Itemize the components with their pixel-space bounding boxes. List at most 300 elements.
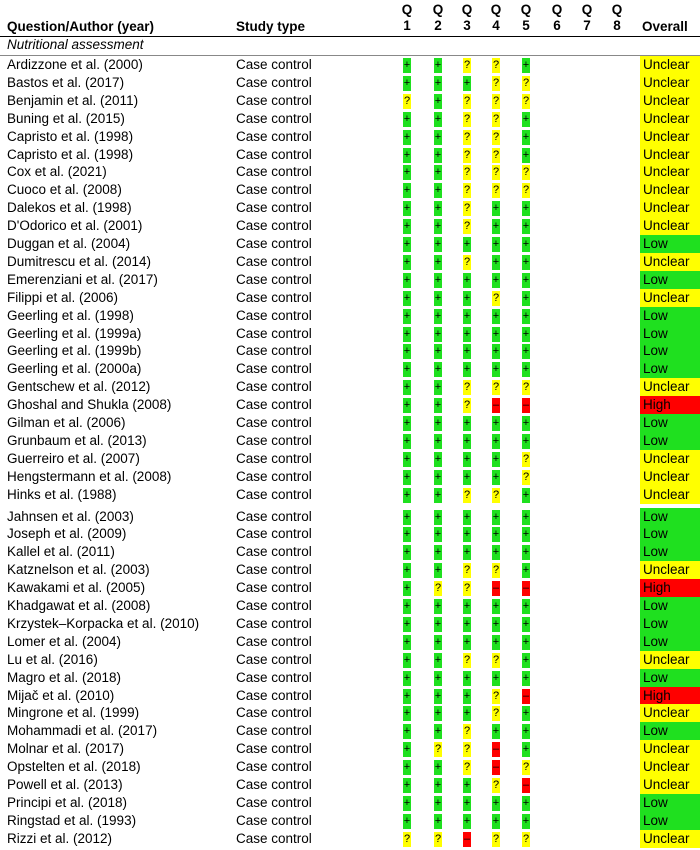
table-row bbox=[0, 199, 700, 217]
author-cell: Cox et al. (2021) bbox=[7, 164, 107, 180]
q5-rating: – bbox=[522, 399, 530, 412]
table-row bbox=[0, 235, 700, 253]
q4-rating: + bbox=[492, 546, 500, 559]
table-row bbox=[0, 704, 700, 722]
table-row bbox=[0, 396, 700, 414]
table-row bbox=[0, 271, 700, 289]
overall-rating: Unclear bbox=[640, 704, 700, 722]
q3-rating: + bbox=[463, 600, 471, 612]
q2-rating: + bbox=[434, 381, 442, 394]
study-type-cell: Case control bbox=[236, 218, 312, 234]
author-cell: Joseph et al. (2009) bbox=[7, 526, 127, 542]
table-row bbox=[0, 325, 700, 343]
overall-rating: Low bbox=[640, 235, 700, 253]
q3-rating: ? bbox=[463, 166, 471, 179]
q2-rating: + bbox=[434, 779, 442, 791]
q-number: 2 bbox=[434, 18, 442, 33]
author-cell: Filippi et al. (2006) bbox=[7, 289, 119, 305]
q1-rating: ? bbox=[403, 832, 411, 845]
column-header-q3 bbox=[460, 2, 474, 34]
overall-rating: Low bbox=[640, 360, 700, 378]
q-label: Q bbox=[490, 2, 502, 17]
q1-rating: + bbox=[403, 273, 411, 286]
q4-rating: – bbox=[492, 743, 500, 756]
q5-rating: + bbox=[522, 112, 530, 125]
q1-rating: + bbox=[403, 470, 411, 483]
q3-rating: + bbox=[463, 363, 471, 376]
q1-rating: + bbox=[403, 166, 411, 179]
study-type-cell: Case control bbox=[236, 110, 312, 126]
q3-rating: ? bbox=[463, 488, 471, 501]
q3-rating: + bbox=[463, 345, 471, 358]
q1-rating: + bbox=[403, 600, 411, 612]
study-type-cell: Case control bbox=[236, 236, 312, 251]
study-type-cell: Case control bbox=[236, 544, 312, 560]
table-row bbox=[0, 378, 700, 396]
q2-rating: + bbox=[434, 653, 442, 666]
q4-rating: + bbox=[492, 671, 500, 684]
author-cell: Grunbaum et al. (2013) bbox=[7, 432, 147, 448]
q2-rating: ? bbox=[434, 832, 442, 845]
q3-rating: ? bbox=[463, 94, 471, 107]
q2-rating: + bbox=[434, 238, 442, 250]
study-type-cell: Case control bbox=[236, 200, 312, 216]
author-cell: Buning et al. (2015) bbox=[7, 110, 125, 126]
q2-rating: + bbox=[434, 76, 442, 89]
q3-rating: + bbox=[463, 510, 471, 523]
q5-rating: + bbox=[522, 59, 530, 71]
overall-rating: Unclear bbox=[640, 561, 700, 579]
q2-rating: + bbox=[434, 166, 442, 179]
overall-rating: High bbox=[640, 579, 700, 597]
q5-rating: + bbox=[522, 488, 530, 501]
q2-rating: + bbox=[434, 255, 442, 268]
author-cell: Emerenziani et al. (2017) bbox=[7, 271, 158, 287]
q4-rating: ? bbox=[492, 381, 500, 394]
table-row bbox=[0, 543, 700, 561]
overall-rating: Low bbox=[640, 722, 700, 740]
author-cell: Katznelson et al. (2003) bbox=[7, 562, 150, 578]
q1-rating: + bbox=[403, 363, 411, 376]
q2-rating: + bbox=[434, 273, 442, 286]
q-number: 7 bbox=[583, 18, 591, 33]
q4-rating: ? bbox=[492, 166, 500, 179]
q5-rating: + bbox=[522, 417, 530, 429]
table-row bbox=[0, 830, 700, 848]
overall-rating: Low bbox=[640, 543, 700, 561]
overall-rating: Low bbox=[640, 812, 700, 830]
q3-rating: + bbox=[463, 417, 471, 429]
study-type-cell: Case control bbox=[236, 633, 312, 649]
author-cell: Lu et al. (2016) bbox=[7, 651, 98, 667]
q2-rating: + bbox=[434, 417, 442, 429]
study-type-cell: Case control bbox=[236, 598, 312, 613]
q5-rating: + bbox=[522, 528, 530, 541]
q2-rating: + bbox=[434, 148, 442, 161]
q2-rating: + bbox=[434, 345, 442, 358]
study-type-cell: Case control bbox=[236, 92, 312, 108]
q4-rating: + bbox=[492, 470, 500, 483]
q4-rating: + bbox=[492, 363, 500, 376]
column-header-q8 bbox=[610, 2, 624, 34]
study-type-cell: Case control bbox=[236, 379, 312, 395]
q3-rating: + bbox=[463, 779, 471, 791]
author-cell: Ringstad et al. (1993) bbox=[7, 812, 137, 828]
q5-rating: + bbox=[522, 202, 530, 215]
author-cell: Dumitrescu et al. (2014) bbox=[7, 253, 152, 269]
q3-rating: + bbox=[463, 689, 471, 702]
overall-rating: Unclear bbox=[640, 217, 700, 235]
column-header-q4 bbox=[489, 2, 503, 34]
table-row bbox=[0, 776, 700, 794]
q5-rating: + bbox=[522, 220, 530, 233]
q2-rating: + bbox=[434, 112, 442, 125]
q4-rating: ? bbox=[492, 94, 500, 107]
q1-rating: + bbox=[403, 291, 411, 304]
q2-rating: + bbox=[434, 470, 442, 483]
author-cell: Principi et al. (2018) bbox=[7, 794, 128, 810]
overall-rating: Unclear bbox=[640, 740, 700, 758]
q2-rating: + bbox=[434, 796, 442, 809]
author-cell: Capristo et al. (1998) bbox=[7, 146, 134, 162]
q3-rating: ? bbox=[463, 761, 471, 774]
q5-rating: + bbox=[522, 635, 530, 648]
q2-rating: + bbox=[434, 291, 442, 304]
overall-rating: Unclear bbox=[640, 253, 700, 271]
q5-rating: + bbox=[522, 671, 530, 684]
q1-rating: ? bbox=[403, 94, 411, 107]
q1-rating: + bbox=[403, 59, 411, 71]
column-header-q5 bbox=[519, 2, 533, 34]
study-type-cell: Case control bbox=[236, 361, 312, 377]
q5-rating: – bbox=[522, 779, 530, 791]
author-cell: Mingrone et al. (1999) bbox=[7, 705, 140, 721]
q2-rating: + bbox=[434, 617, 442, 630]
overall-rating: Unclear bbox=[640, 378, 700, 396]
q1-rating: + bbox=[403, 202, 411, 215]
table-row bbox=[0, 615, 700, 633]
q2-rating: + bbox=[434, 94, 442, 107]
q5-rating: ? bbox=[522, 452, 530, 465]
q3-rating: + bbox=[463, 617, 471, 630]
q1-rating: + bbox=[403, 112, 411, 125]
q4-rating: ? bbox=[492, 76, 500, 89]
q-number: 3 bbox=[463, 18, 471, 33]
table-row bbox=[0, 92, 700, 110]
q2-rating: + bbox=[434, 671, 442, 684]
q4-rating: ? bbox=[492, 112, 500, 125]
author-cell: Cuoco et al. (2008) bbox=[7, 182, 122, 198]
q2-rating: + bbox=[434, 546, 442, 559]
table-row bbox=[0, 307, 700, 325]
q2-rating: + bbox=[434, 564, 442, 577]
q3-rating: ? bbox=[463, 148, 471, 161]
q3-rating: + bbox=[463, 452, 471, 465]
q3-rating: ? bbox=[463, 582, 471, 595]
study-type-cell: Case control bbox=[236, 415, 312, 430]
q5-rating: + bbox=[522, 130, 530, 143]
table-row bbox=[0, 486, 700, 504]
study-type-cell: Case control bbox=[236, 759, 312, 775]
author-cell: Mijač et al. (2010) bbox=[7, 687, 115, 703]
table-row bbox=[0, 163, 700, 181]
table-row bbox=[0, 74, 700, 92]
table-row bbox=[0, 146, 700, 164]
study-type-cell: Case control bbox=[236, 615, 312, 631]
q2-rating: + bbox=[434, 363, 442, 376]
overall-rating: Unclear bbox=[640, 92, 700, 110]
q1-rating: + bbox=[403, 309, 411, 322]
q4-rating: + bbox=[492, 814, 500, 827]
author-cell: Dalekos et al. (1998) bbox=[7, 200, 132, 216]
q3-rating: + bbox=[463, 635, 471, 648]
column-header-overall: Overall bbox=[642, 19, 688, 34]
q4-rating: + bbox=[492, 510, 500, 523]
q5-rating: + bbox=[522, 814, 530, 827]
overall-rating: Unclear bbox=[640, 758, 700, 776]
q4-rating: – bbox=[492, 761, 500, 774]
q5-rating: ? bbox=[522, 76, 530, 89]
q3-rating: + bbox=[463, 470, 471, 483]
overall-rating: Low bbox=[640, 414, 700, 432]
q4-rating: ? bbox=[492, 130, 500, 143]
table-row bbox=[0, 289, 700, 307]
q1-rating: + bbox=[403, 488, 411, 501]
q4-rating: + bbox=[492, 796, 500, 809]
q5-rating: – bbox=[522, 689, 530, 702]
q3-rating: ? bbox=[463, 255, 471, 268]
q3-rating: + bbox=[463, 814, 471, 827]
q3-rating: + bbox=[463, 238, 471, 250]
q3-rating: + bbox=[463, 309, 471, 322]
q4-rating: ? bbox=[492, 59, 500, 71]
study-type-cell: Case control bbox=[236, 486, 312, 502]
overall-rating: Unclear bbox=[640, 110, 700, 128]
q-label: Q bbox=[461, 2, 473, 17]
q2-rating: + bbox=[434, 725, 442, 738]
overall-rating: High bbox=[640, 396, 700, 414]
q3-rating: + bbox=[463, 291, 471, 304]
author-cell: Capristo et al. (1998) bbox=[7, 128, 134, 144]
q4-rating: ? bbox=[492, 184, 500, 197]
q3-rating: ? bbox=[463, 112, 471, 125]
q-label: Q bbox=[581, 2, 593, 17]
study-type-cell: Case control bbox=[236, 562, 312, 578]
q1-rating: + bbox=[403, 671, 411, 684]
q5-rating: ? bbox=[522, 184, 530, 197]
q1-rating: + bbox=[403, 653, 411, 666]
q-number: 8 bbox=[613, 18, 621, 33]
q5-rating: + bbox=[522, 617, 530, 630]
study-type-cell: Case control bbox=[236, 794, 312, 810]
overall-rating: Low bbox=[640, 525, 700, 543]
column-header-q2 bbox=[431, 2, 445, 34]
q2-rating: + bbox=[434, 761, 442, 774]
overall-rating: Low bbox=[640, 271, 700, 289]
table-row bbox=[0, 110, 700, 128]
author-cell: Geerling et al. (1998) bbox=[7, 307, 134, 323]
q1-rating: + bbox=[403, 434, 411, 447]
q4-rating: + bbox=[492, 327, 500, 340]
study-type-cell: Case control bbox=[236, 651, 312, 667]
overall-rating: Unclear bbox=[640, 199, 700, 217]
q5-rating: ? bbox=[522, 166, 530, 179]
q3-rating: + bbox=[463, 434, 471, 447]
study-type-cell: Case control bbox=[236, 343, 312, 359]
study-type-cell: Case control bbox=[236, 307, 312, 323]
q4-rating: + bbox=[492, 220, 500, 233]
column-header-q6 bbox=[550, 2, 564, 34]
q2-rating: + bbox=[434, 510, 442, 523]
q3-rating: + bbox=[463, 327, 471, 340]
author-cell: Magro et al. (2018) bbox=[7, 669, 122, 685]
table-row bbox=[0, 722, 700, 740]
q5-rating: + bbox=[522, 363, 530, 376]
table-row bbox=[0, 508, 700, 526]
table-row bbox=[0, 651, 700, 669]
q3-rating: + bbox=[463, 76, 471, 89]
q3-rating: + bbox=[463, 528, 471, 541]
table-row bbox=[0, 414, 700, 432]
q4-rating: ? bbox=[492, 488, 500, 501]
q5-rating: + bbox=[522, 546, 530, 559]
study-type-cell: Case control bbox=[236, 57, 312, 72]
q3-rating: ? bbox=[463, 653, 471, 666]
study-type-cell: Case control bbox=[236, 741, 312, 757]
q2-rating: + bbox=[434, 689, 442, 702]
study-type-cell: Case control bbox=[236, 812, 312, 828]
column-header-q1 bbox=[400, 2, 414, 34]
q4-rating: + bbox=[492, 255, 500, 268]
overall-rating: Low bbox=[640, 325, 700, 343]
q3-rating: ? bbox=[463, 399, 471, 412]
q1-rating: + bbox=[403, 399, 411, 412]
overall-rating: Unclear bbox=[640, 56, 700, 74]
q5-rating: + bbox=[522, 255, 530, 268]
column-header-q7 bbox=[580, 2, 594, 34]
overall-rating: Low bbox=[640, 794, 700, 812]
q-label: Q bbox=[432, 2, 444, 17]
section-title: Nutritional assessment bbox=[7, 37, 144, 52]
q4-rating: + bbox=[492, 600, 500, 612]
table-row bbox=[0, 217, 700, 235]
q5-rating: + bbox=[522, 434, 530, 447]
q4-rating: + bbox=[492, 725, 500, 738]
table-row bbox=[0, 633, 700, 651]
author-cell: Benjamin et al. (2011) bbox=[7, 92, 139, 108]
study-type-cell: Case control bbox=[236, 705, 312, 721]
q4-rating: + bbox=[492, 417, 500, 429]
table-row bbox=[0, 342, 700, 360]
table-header bbox=[0, 0, 700, 38]
q1-rating: + bbox=[403, 452, 411, 465]
author-cell: Molnar et al. (2017) bbox=[7, 741, 125, 757]
q1-rating: + bbox=[403, 564, 411, 577]
overall-rating: Low bbox=[640, 508, 700, 526]
q1-rating: + bbox=[403, 130, 411, 143]
overall-rating: Low bbox=[640, 342, 700, 360]
q5-rating: + bbox=[522, 600, 530, 612]
q3-rating: + bbox=[463, 796, 471, 809]
overall-rating: Unclear bbox=[640, 181, 700, 199]
author-cell: Geerling et al. (1999a) bbox=[7, 325, 142, 341]
q2-rating: + bbox=[434, 59, 442, 71]
q4-rating: – bbox=[492, 399, 500, 412]
overall-rating: Low bbox=[640, 597, 700, 615]
q1-rating: + bbox=[403, 725, 411, 738]
q5-rating: + bbox=[522, 743, 530, 756]
q2-rating: ? bbox=[434, 582, 442, 595]
q1-rating: + bbox=[403, 76, 411, 89]
study-type-cell: Case control bbox=[236, 325, 312, 341]
study-type-cell: Case control bbox=[236, 182, 312, 198]
q5-rating: + bbox=[522, 273, 530, 286]
q4-rating: ? bbox=[492, 653, 500, 666]
overall-rating: Low bbox=[640, 669, 700, 687]
table-row bbox=[0, 597, 700, 615]
overall-rating: Low bbox=[640, 633, 700, 651]
q-label: Q bbox=[520, 2, 532, 17]
study-type-cell: Case control bbox=[236, 397, 312, 413]
q1-rating: + bbox=[403, 148, 411, 161]
q2-rating: + bbox=[434, 434, 442, 447]
study-type-cell: Case control bbox=[236, 723, 312, 739]
q1-rating: + bbox=[403, 327, 411, 340]
q5-rating: ? bbox=[522, 94, 530, 107]
table-row bbox=[0, 794, 700, 812]
author-cell: Rizzi et al. (2012) bbox=[7, 830, 113, 846]
author-cell: Gentschew et al. (2012) bbox=[7, 379, 151, 395]
study-type-cell: Case control bbox=[236, 830, 312, 846]
author-cell: Jahnsen et al. (2003) bbox=[7, 508, 134, 524]
q1-rating: + bbox=[403, 345, 411, 358]
q4-rating: ? bbox=[492, 779, 500, 791]
author-cell: Ghoshal and Shukla (2008) bbox=[7, 397, 172, 413]
q3-rating: ? bbox=[463, 184, 471, 197]
q1-rating: + bbox=[403, 528, 411, 541]
q4-rating: ? bbox=[492, 564, 500, 577]
q5-rating: ? bbox=[522, 470, 530, 483]
author-cell: Powell et al. (2013) bbox=[7, 777, 123, 792]
q5-rating: + bbox=[522, 564, 530, 577]
study-type-cell: Case control bbox=[236, 432, 312, 448]
q3-rating: ? bbox=[463, 202, 471, 215]
column-header-author: Question/Author (year) bbox=[7, 19, 155, 34]
overall-rating: Unclear bbox=[640, 74, 700, 92]
q2-rating: + bbox=[434, 309, 442, 322]
study-type-cell: Case control bbox=[236, 146, 312, 162]
q3-rating: – bbox=[463, 832, 471, 845]
q1-rating: + bbox=[403, 796, 411, 809]
author-cell: Lomer et al. (2004) bbox=[7, 633, 122, 649]
overall-rating: Unclear bbox=[640, 468, 700, 486]
q4-rating: ? bbox=[492, 689, 500, 702]
author-cell: Khadgawat et al. (2008) bbox=[7, 598, 151, 613]
q1-rating: + bbox=[403, 779, 411, 791]
table-row bbox=[0, 432, 700, 450]
overall-rating: High bbox=[640, 687, 700, 705]
q3-rating: ? bbox=[463, 130, 471, 143]
author-cell: Gilman et al. (2006) bbox=[7, 415, 126, 430]
author-cell: Opstelten et al. (2018) bbox=[7, 759, 141, 775]
table-row bbox=[0, 687, 700, 705]
q5-rating: – bbox=[522, 582, 530, 595]
q3-rating: ? bbox=[463, 59, 471, 71]
q4-rating: – bbox=[492, 582, 500, 595]
q1-rating: + bbox=[403, 238, 411, 250]
q5-rating: + bbox=[522, 653, 530, 666]
q-number: 1 bbox=[403, 18, 411, 33]
